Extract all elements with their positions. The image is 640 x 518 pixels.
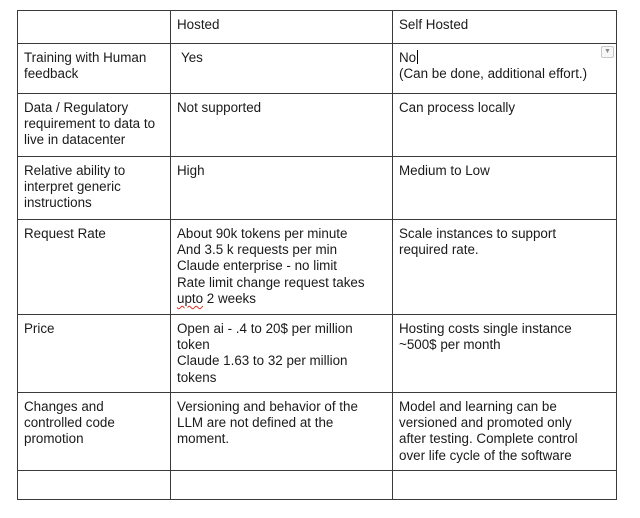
cell-line: promotion [24, 431, 84, 447]
cell-line: ~500$ per month [399, 337, 501, 353]
cell-line: tokens [177, 369, 217, 385]
row-label-cell[interactable] [18, 315, 171, 393]
row-label-cell[interactable] [18, 157, 171, 220]
table-row [18, 315, 617, 393]
table-row [18, 157, 617, 220]
header-cell-empty[interactable] [18, 11, 171, 44]
cell-line: feedback [24, 66, 79, 82]
table-row-empty [18, 471, 617, 500]
table-row [18, 220, 617, 315]
table-row [18, 44, 617, 94]
cell-line: token [177, 337, 210, 353]
hosted-cell[interactable] [171, 393, 393, 471]
header-label-self-hosted: Self Hosted [399, 17, 469, 32]
hosted-cell[interactable] [171, 157, 393, 220]
table-row [18, 393, 617, 471]
cell-line: And 3.5 k requests per min [177, 242, 338, 258]
cell-line: Versioning and behavior of the [177, 399, 358, 414]
row-label-cell[interactable] [18, 471, 171, 500]
table-row [18, 94, 617, 157]
cell-line: Request Rate [24, 226, 106, 241]
cell-line: requirement to data to [24, 116, 156, 132]
header-cell-hosted[interactable] [171, 11, 393, 44]
row-label-cell[interactable] [18, 44, 171, 94]
cell-line: (Can be done, additional effort.) [399, 66, 588, 82]
row-label-cell[interactable] [18, 220, 171, 315]
chevron-down-icon[interactable]: ▼ [601, 46, 614, 58]
cell-line: live in datacenter [24, 132, 126, 148]
cell-line: Changes and [24, 399, 104, 414]
cell-line: About 90k tokens per minute [177, 226, 348, 241]
cell-line: versioned and promoted only [399, 415, 572, 431]
misspelled-word[interactable]: upto [177, 290, 204, 306]
hosted-cell[interactable] [171, 315, 393, 393]
cell-line: over life cycle of the software [399, 447, 572, 463]
hosted-cell[interactable] [171, 220, 393, 315]
header-label-hosted: Hosted [177, 17, 220, 32]
self-hosted-cell[interactable] [393, 157, 617, 220]
self-hosted-cell[interactable] [393, 315, 617, 393]
cell-line: Price [24, 321, 55, 336]
self-hosted-cell[interactable] [393, 94, 617, 157]
self-hosted-cell[interactable] [393, 471, 617, 500]
cell-line: Claude enterprise - no limit [177, 258, 338, 274]
self-hosted-cell[interactable] [393, 393, 617, 471]
row-label-cell[interactable] [18, 393, 171, 471]
cell-line: instructions [24, 195, 92, 211]
hosted-cell[interactable] [171, 44, 393, 94]
cell-line: Relative ability to [24, 163, 126, 178]
cell-line: required rate. [399, 242, 479, 258]
text-cursor [417, 50, 418, 64]
cell-line: High [177, 163, 205, 178]
cell-line: after testing. Complete control [399, 431, 578, 447]
cell-line: Medium to Low [399, 163, 490, 178]
hosted-cell[interactable] [171, 471, 393, 500]
cell-line: Model and learning can be [399, 399, 557, 414]
cell-line: controlled code [24, 415, 115, 431]
cell-line: Data / Regulatory [24, 100, 129, 115]
cell-line: No [399, 50, 417, 65]
cell-line: Yes [181, 50, 203, 65]
cell-line: interpret generic [24, 179, 121, 195]
cell-line: Not supported [177, 100, 262, 115]
table-header-row [18, 11, 617, 44]
cell-line: LLM are not defined at the [177, 415, 334, 431]
cell-line: Can process locally [399, 100, 516, 115]
row-label-cell[interactable] [18, 94, 171, 157]
self-hosted-cell[interactable] [393, 220, 617, 315]
cell-line: Hosting costs single instance [399, 321, 572, 336]
cell-line: Scale instances to support [399, 226, 557, 241]
hosted-cell[interactable] [171, 94, 393, 157]
self-hosted-cell[interactable] [393, 44, 617, 94]
comparison-table [17, 10, 617, 500]
cell-line: moment. [177, 431, 230, 447]
cell-line: Claude 1.63 to 32 per million [177, 353, 348, 369]
cell-line: Open ai - .4 to 20$ per million [177, 321, 353, 336]
cell-line: Training with Human [24, 50, 147, 65]
cell-line: Rate limit change request takes [177, 274, 365, 290]
header-cell-self-hosted[interactable] [393, 11, 617, 44]
cell-line: 2 weeks [203, 290, 256, 306]
